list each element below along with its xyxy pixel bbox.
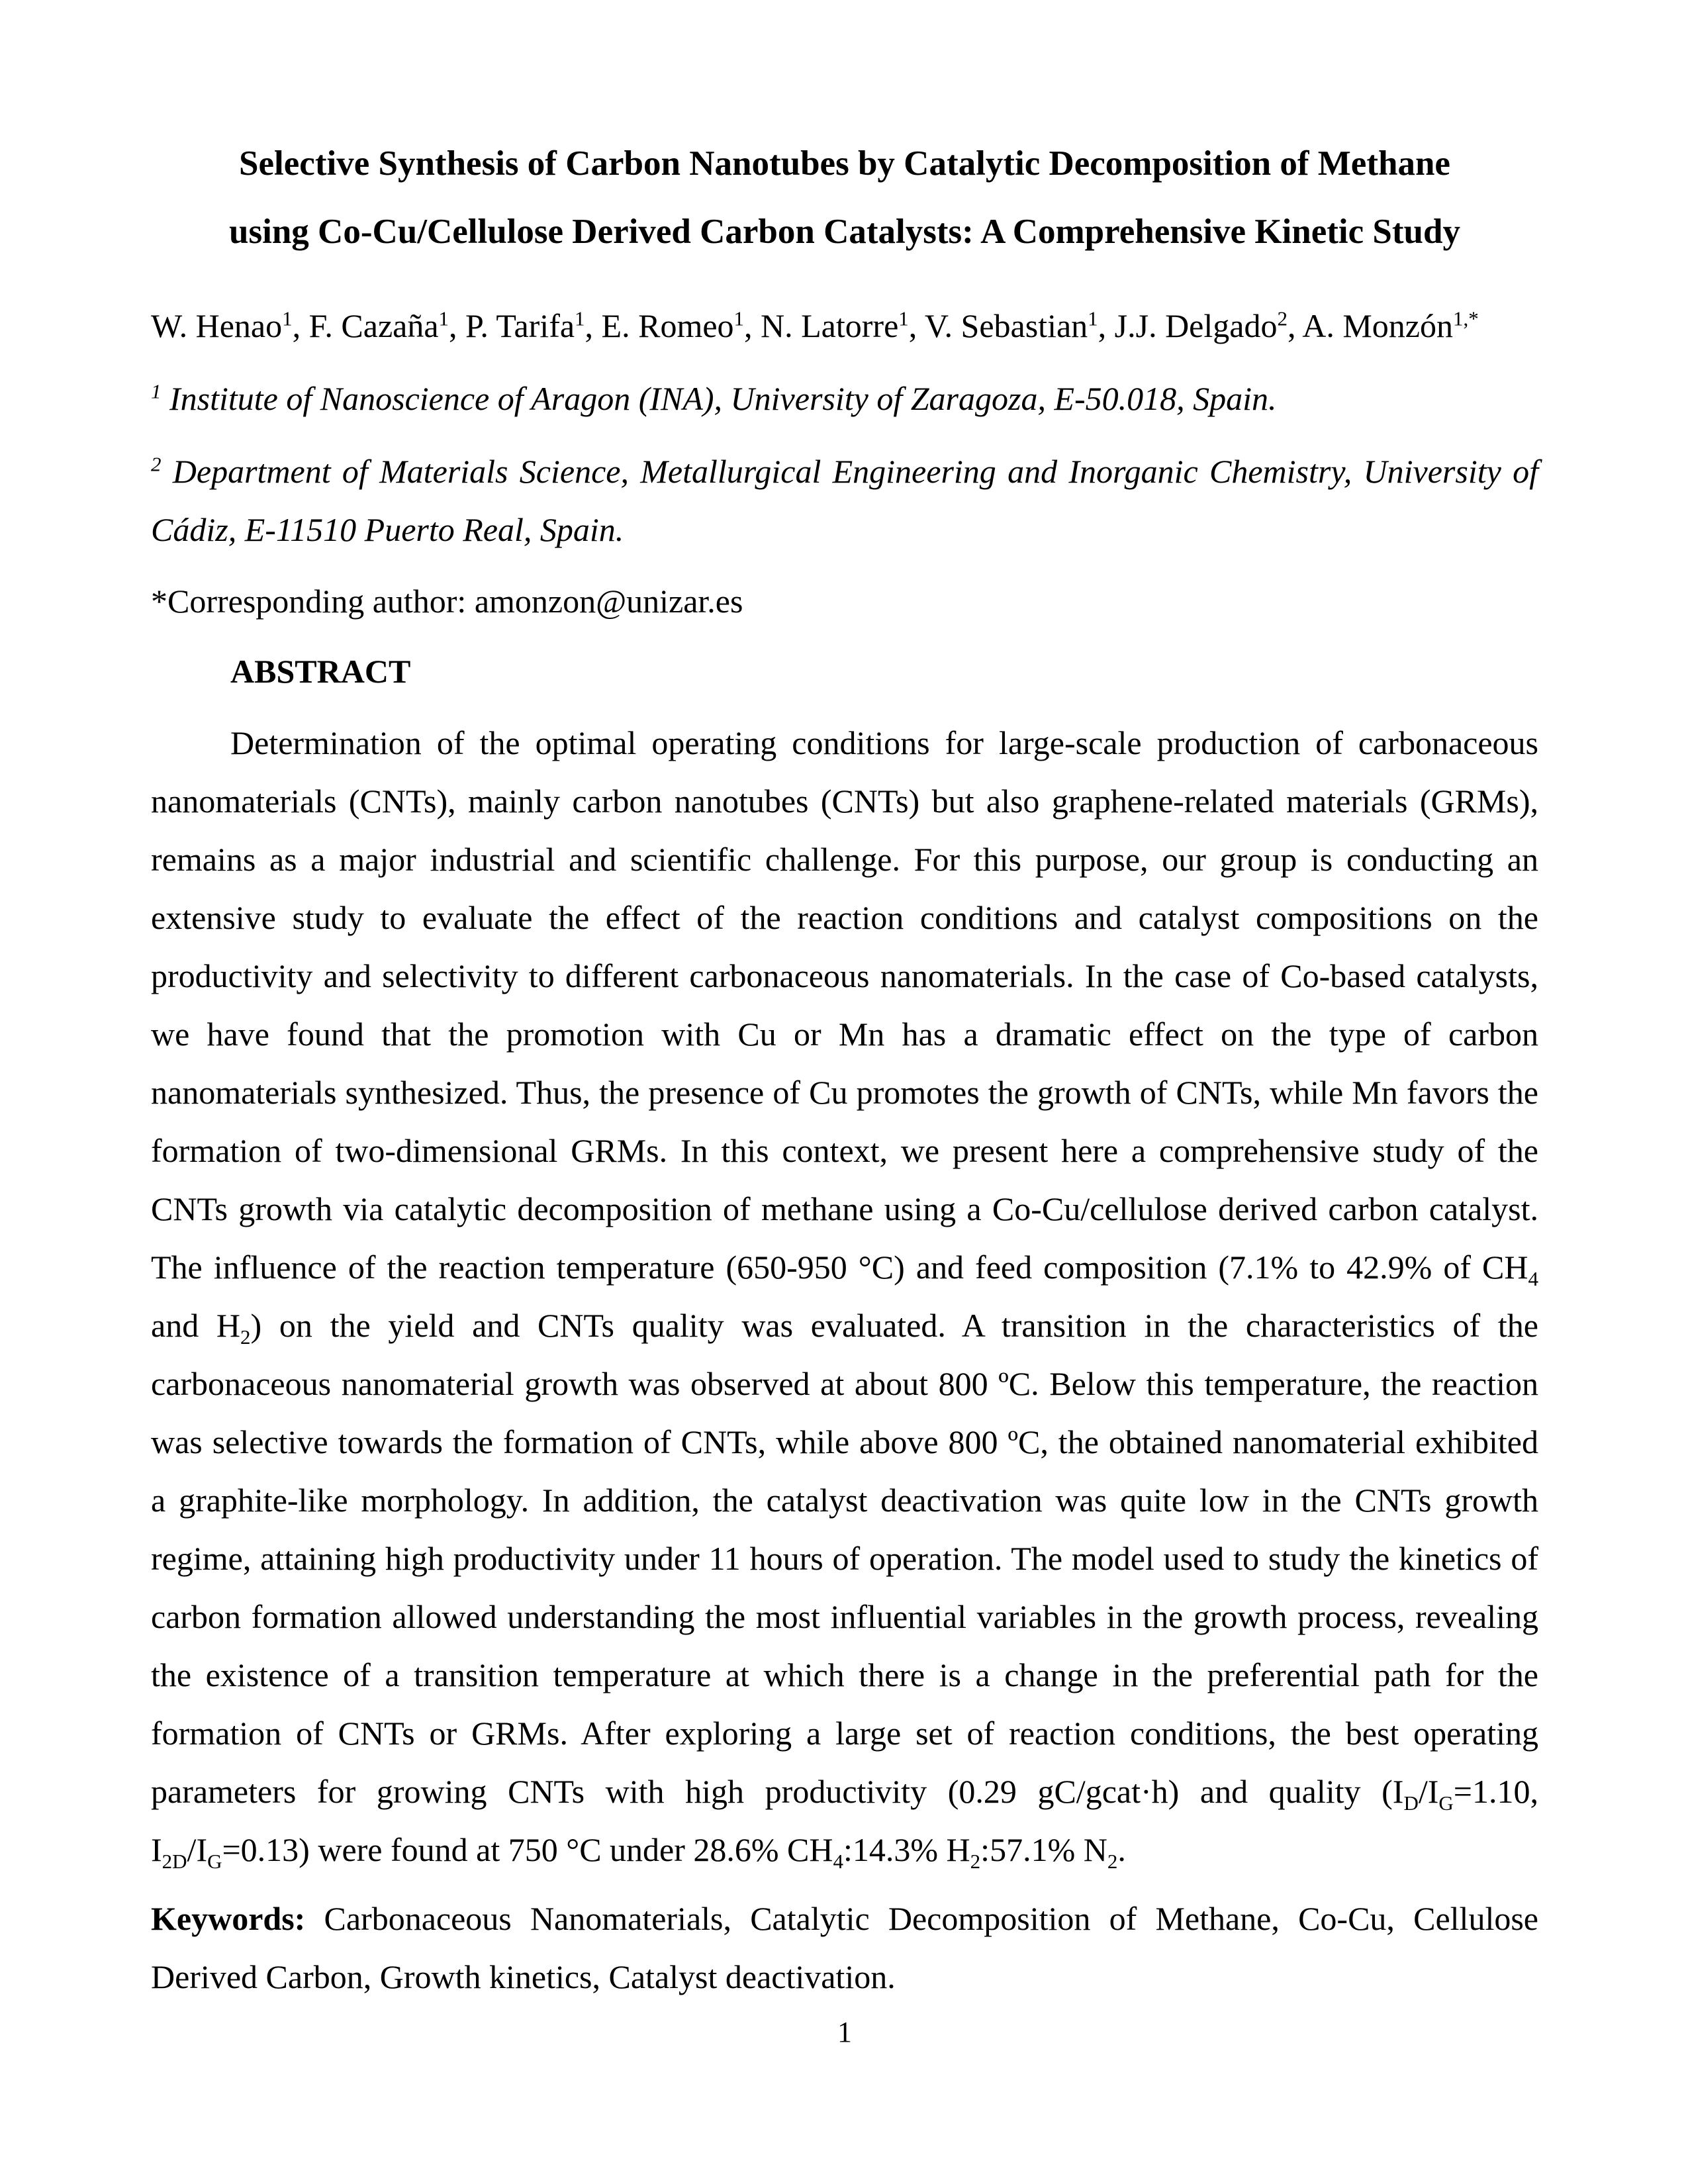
paper-title-line-2: using Co-Cu/Cellulose Derived Carbon Catalysts: A Comprehensive Kinetic Study <box>229 213 1460 251</box>
abstract-paragraph: Determination of the optimal operating conditions for large-scale production of carbonaceous nanomaterials (CNTs), mainly carbon nanotubes (CNTs) but also graphene-related materials (GRMs), remains as a major industrial and scientific challenge. For this purpose, our group is conducting an extensive study to evaluate the effect of the reaction conditions and catalyst compositions on the productivity and selectivity to different carbonaceous nanomaterials. In the case of Co-based catalysts, we have found that the promotion with Cu or Mn has a dramatic effect on the type of carbon nanomaterials synthesized. Thus, the presence of Cu promotes the growth of CNTs, while Mn favors the formation of two-dimensional GRMs. In this context, we present here a comprehensive study of the CNTs growth via catalytic decomposition of methane using a Co-Cu/cellulose derived carbon catalyst. The influence of the reaction temperature (650-950 °C) and feed composition (7.1% to 42.9% of $CH_4$ and $H_2$) on the yield and CNTs quality was evaluated. A transition in the characteristics of the carbonaceous nanomaterial growth was observed at about 800 ºC. Below this temperature, the reaction was selective towards the formation of CNTs, while above 800 ºC, the obtained nanomaterial exhibited a graphite-like morphology. In addition, the catalyst deactivation was quite low in the CNTs growth regime, attaining high productivity under 11 hours of operation. The model used to study the kinetics of carbon formation allowed understanding the most influential variables in the growth process, revealing the existence of a transition temperature at which there is a change in the preferential path for the formation of CNTs or GRMs. After exploring a large set of reaction conditions, the best operating parameters for growing CNTs with high productivity (0.29 gC/gcat·h) and quality ($I_D/I_G=1.10$, $I_{2D}/I_G=0.13$) were found at 750 °C under 28.6% $CH_4:14.3\%$ $H_2:57.1\%$ $N_2$. <box>151 724 1538 1873</box>
affiliation-1: $^1$ Institute of Nanoscience of Aragon (INA), University of Zaragoza, E-50.018, Spain. <box>151 379 1277 417</box>
keywords-paragraph: Keywords: Carbonaceous Nanomaterials, Catalytic Decomposition of Methane, Co-Cu, Cellulose Derived Carbon, Growth kinetics, Catalyst deactivation. <box>151 1900 1538 1995</box>
author-list: W. Henao$^1$, F. Cazaña$^1$, P. Tarifa$^1$, E. Romeo$^1$, N. Latorre$^1$, V. Sebastian$^1$, J.J. Delgado$^2$, A. Monzón$^{1,*}$ <box>151 307 1479 344</box>
corresponding-author: *Corresponding author: amonzon@unizar.es <box>151 583 743 620</box>
paper-title <box>151 130 1538 266</box>
affiliation-2: $^2$ Department of Materials Science, Metallurgical Engineering and Inorganic Chemistry, University of Cádiz, E-11510 Puerto Real, Spain. <box>151 452 1538 548</box>
page-number: 1 <box>837 2016 852 2048</box>
abstract-heading: ABSTRACT <box>230 653 411 690</box>
paper-title-line-1: Selective Synthesis of Carbon Nanotubes by Catalytic Decomposition of Methane <box>239 144 1450 183</box>
